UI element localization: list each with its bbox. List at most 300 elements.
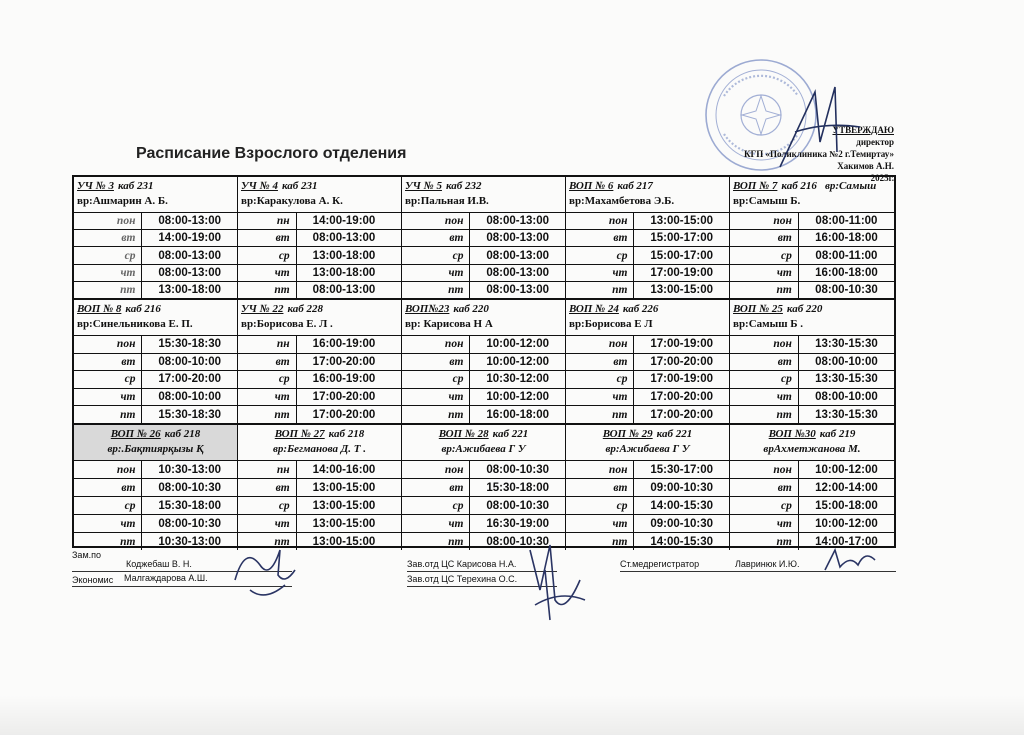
time-cell: 16:00-18:00	[486, 408, 550, 421]
schedule-rows	[566, 336, 729, 423]
block-header	[74, 425, 237, 461]
footer-registrar-name: Лавринюк И.Ю.	[735, 559, 800, 569]
day-cell: чт	[402, 389, 470, 406]
time-cell: 10:00-12:00	[486, 355, 550, 368]
time-cell: 16:00-19:00	[312, 338, 376, 351]
block-header-line1	[569, 427, 726, 442]
schedule-row	[238, 389, 401, 407]
day-cell: пт	[402, 282, 470, 298]
room-number: каб 232	[445, 180, 482, 192]
schedule-block	[238, 177, 402, 300]
footer-deputy-title: Зам.по	[72, 550, 102, 560]
day-cell: вт	[74, 479, 142, 496]
room-number: каб 218	[164, 428, 201, 440]
day-cell: чт	[566, 265, 634, 281]
unit-label: УЧ № 22	[241, 303, 284, 315]
schedule-row	[238, 336, 401, 354]
day-cell: ср	[74, 371, 142, 388]
room-number: каб 217	[617, 180, 653, 192]
time-cell: 10:00-12:00	[486, 338, 550, 351]
approval-heading: УТВЕРЖДАЮ	[832, 125, 894, 135]
time-cell: 13:30-15:30	[815, 373, 878, 386]
unit-label: ВОП № 7	[733, 180, 778, 192]
day-cell: пт	[74, 406, 142, 423]
time-cell: 14:00-19:00	[312, 215, 376, 228]
room-number: каб 228	[287, 303, 323, 315]
schedule-rows	[566, 213, 729, 298]
time-cell: 08:00-13:00	[158, 266, 222, 279]
schedule-row	[566, 247, 729, 264]
doctor-name: вр:Синельникова Е. П.	[77, 318, 193, 330]
day-cell: вт	[402, 479, 470, 496]
block-header-line1	[405, 302, 562, 317]
schedule-row	[74, 479, 237, 497]
doctor-name: вр:Ашмарин А. Б.	[77, 195, 168, 207]
schedule-rows	[74, 461, 237, 550]
schedule-row	[402, 265, 565, 282]
schedule-rows	[402, 336, 565, 423]
block-header	[402, 177, 565, 213]
day-cell: пон	[730, 336, 799, 353]
schedule-row	[730, 371, 894, 389]
schedule-row	[238, 515, 401, 533]
schedule-row	[74, 282, 237, 298]
schedule-row	[402, 497, 565, 515]
time-cell: 08:00-13:00	[486, 215, 550, 228]
schedule-row	[566, 265, 729, 282]
day-cell: вт	[730, 230, 799, 246]
schedule-rows	[74, 213, 237, 298]
day-cell: пт	[730, 282, 799, 298]
schedule-block	[566, 177, 730, 300]
time-cell: 17:00-20:00	[312, 391, 376, 404]
schedule-row	[566, 389, 729, 407]
room-number: каб 221	[656, 428, 693, 440]
unit-label: УЧ № 4	[241, 180, 278, 192]
schedule-row	[402, 406, 565, 423]
block-header-line1	[405, 179, 562, 194]
schedule-row	[238, 497, 401, 515]
day-cell: чт	[566, 515, 634, 532]
time-cell: 08:00-13:00	[158, 215, 222, 228]
schedule-row	[74, 371, 237, 389]
page-shadow	[0, 695, 1024, 735]
schedule-row	[730, 497, 894, 515]
doctor-name: вр:Борисова Е. Л .	[241, 318, 333, 330]
schedule-row	[74, 336, 237, 354]
day-cell: пон	[566, 336, 634, 353]
schedule-row	[730, 265, 894, 282]
day-cell: пон	[74, 336, 142, 353]
day-cell: чт	[238, 515, 297, 532]
day-cell: пон	[566, 461, 634, 478]
time-cell: 10:00-12:00	[486, 391, 550, 404]
time-cell: 13:00-15:00	[312, 517, 376, 530]
block-header	[730, 300, 894, 336]
block-header-line1	[77, 427, 234, 442]
registrar-signature	[820, 545, 880, 575]
block-header	[566, 425, 729, 461]
block-header-line1	[241, 302, 398, 317]
block-header-line1	[77, 302, 234, 317]
schedule-row	[566, 336, 729, 354]
day-cell: пт	[566, 533, 634, 550]
block-header-line1	[733, 427, 891, 442]
day-cell: вт	[74, 354, 142, 371]
schedule-row	[402, 213, 565, 230]
time-cell: 16:00-18:00	[815, 232, 878, 245]
block-header	[74, 177, 237, 213]
day-cell: ср	[238, 497, 297, 514]
room-number: каб 218	[328, 428, 365, 440]
footer-economist-title: Экономис	[72, 575, 114, 585]
time-cell: 08:00-13:00	[486, 266, 550, 279]
schedule-block	[74, 177, 238, 300]
schedule-row	[238, 282, 401, 298]
day-cell: ср	[74, 497, 142, 514]
time-cell: 13:00-18:00	[312, 266, 376, 279]
day-cell: ср	[730, 497, 799, 514]
time-cell: 14:00-16:00	[312, 463, 376, 476]
time-cell: 13:30-15:30	[815, 408, 878, 421]
schedule-row	[730, 461, 894, 479]
day-cell: пт	[74, 282, 142, 298]
day-cell: пон	[402, 336, 470, 353]
block-header	[566, 300, 729, 336]
day-cell: пон	[566, 213, 634, 229]
doctor-name: вр:Бегманова Д. Т .	[273, 443, 366, 455]
schedule-row	[402, 515, 565, 533]
schedule-row	[566, 497, 729, 515]
day-cell: пт	[402, 406, 470, 423]
time-cell: 08:00-13:00	[486, 249, 550, 262]
schedule-block	[402, 177, 566, 300]
schedule-block	[566, 300, 730, 425]
approval-director-name: Хакимов А.Н.	[837, 161, 894, 171]
time-cell: 08:00-13:00	[312, 283, 376, 296]
schedule-row	[566, 230, 729, 247]
schedule-block	[402, 300, 566, 425]
time-cell: 08:00-10:30	[158, 481, 222, 494]
day-cell: чт	[730, 515, 799, 532]
footer-head-cs2: Зав.отд ЦС Терехина О.С.	[407, 574, 518, 584]
schedule-row	[730, 354, 894, 372]
day-cell: вт	[566, 479, 634, 496]
director-signature	[775, 82, 865, 172]
time-cell: 15:30-18:00	[486, 481, 550, 494]
block-header	[74, 300, 237, 336]
time-cell: 15:30-18:30	[158, 338, 222, 351]
time-cell: 16:00-19:00	[312, 373, 376, 386]
time-cell: 08:00-10:00	[158, 355, 222, 368]
block-header-line1	[569, 179, 726, 194]
day-cell: вт	[74, 230, 142, 246]
block-header-line1	[569, 302, 726, 317]
time-cell: 10:00-12:00	[815, 517, 878, 530]
unit-label: ВОП № 8	[77, 303, 122, 315]
schedule-block	[566, 425, 730, 550]
day-cell: пт	[402, 533, 470, 550]
schedule-block	[730, 177, 894, 300]
day-cell: ср	[74, 247, 142, 263]
schedule-row	[74, 265, 237, 282]
schedule-row	[730, 389, 894, 407]
time-cell: 17:00-19:00	[650, 266, 714, 279]
time-cell: 08:00-10:00	[815, 391, 878, 404]
day-cell: ср	[402, 247, 470, 263]
day-cell: пт	[74, 533, 142, 550]
day-cell: чт	[238, 389, 297, 406]
time-cell: 15:00-17:00	[650, 249, 714, 262]
time-cell: 08:00-10:30	[815, 283, 878, 296]
doctor-name: врАхметжанова М.	[763, 443, 861, 455]
time-cell: 13:00-18:00	[312, 249, 376, 262]
time-cell: 15:00-17:00	[650, 232, 714, 245]
time-cell: 14:00-15:30	[650, 499, 714, 512]
block-header	[566, 177, 729, 213]
schedule-row	[566, 371, 729, 389]
schedule-block	[74, 425, 238, 550]
block-header	[402, 300, 565, 336]
time-cell: 14:00-17:00	[815, 535, 878, 548]
schedule-rows	[402, 213, 565, 298]
day-cell: пт	[238, 533, 297, 550]
schedule-rows	[238, 461, 401, 550]
schedule-row	[566, 213, 729, 230]
unit-label: УЧ № 5	[405, 180, 442, 192]
room-number: каб 231	[281, 180, 318, 192]
time-cell: 13:00-15:00	[312, 499, 376, 512]
unit-label: ВОП №30	[768, 428, 816, 440]
day-cell: ср	[566, 371, 634, 388]
schedule-row	[402, 479, 565, 497]
block-header-line1	[733, 302, 891, 317]
time-cell: 08:00-10:30	[486, 499, 550, 512]
schedule-rows	[238, 213, 401, 298]
schedule-rows	[730, 336, 894, 423]
day-cell: пт	[566, 282, 634, 298]
block-header-line1	[77, 179, 234, 194]
schedule-row	[238, 354, 401, 372]
schedule-row	[402, 461, 565, 479]
unit-label: ВОП № 6	[569, 180, 614, 192]
unit-label: УЧ № 3	[77, 180, 114, 192]
schedule-row	[238, 406, 401, 423]
day-cell: вт	[238, 230, 297, 246]
unit-label: ВОП № 29	[602, 428, 653, 440]
schedule-row	[402, 371, 565, 389]
day-cell: ср	[402, 371, 470, 388]
time-cell: 08:00-10:00	[158, 391, 222, 404]
day-cell: ср	[566, 497, 634, 514]
schedule-row	[238, 247, 401, 264]
time-cell: 12:00-14:00	[815, 481, 878, 494]
day-cell: вт	[566, 354, 634, 371]
schedule-block	[238, 300, 402, 425]
time-cell: 13:00-15:00	[312, 481, 376, 494]
day-cell: чт	[566, 389, 634, 406]
schedule-row	[730, 406, 894, 423]
time-cell: 14:00-15:30	[650, 535, 714, 548]
schedule-row	[402, 354, 565, 372]
time-cell: 17:00-20:00	[650, 408, 714, 421]
day-cell: чт	[402, 515, 470, 532]
room-number: каб 220	[453, 303, 489, 315]
schedule-row	[402, 282, 565, 298]
schedule-row	[566, 533, 729, 550]
time-cell: 17:00-19:00	[650, 373, 714, 386]
schedule-row	[730, 230, 894, 247]
schedule-row	[74, 213, 237, 230]
schedule-row	[74, 354, 237, 372]
time-cell: 10:30-12:00	[486, 373, 550, 386]
day-cell: вт	[238, 354, 297, 371]
schedule-block	[402, 425, 566, 550]
block-header-line1	[405, 427, 562, 442]
page-title: Расписание Взрослого отделения	[136, 145, 407, 162]
day-cell: чт	[402, 265, 470, 281]
day-cell: пт	[730, 406, 799, 423]
time-cell: 08:00-11:00	[815, 249, 878, 262]
day-cell: пон	[730, 213, 799, 229]
time-cell: 13:30-15:30	[815, 338, 878, 351]
time-cell: 15:30-18:30	[158, 408, 222, 421]
doctor-name: вр:Борисова Е Л	[569, 318, 653, 330]
time-cell: 15:30-18:00	[158, 499, 222, 512]
time-cell: 08:00-10:30	[486, 535, 550, 548]
day-cell: чт	[74, 515, 142, 532]
schedule-rows	[730, 461, 894, 550]
deputy-signature	[230, 540, 300, 602]
time-cell: 13:00-15:00	[312, 535, 376, 548]
time-cell: 13:00-15:00	[650, 283, 714, 296]
day-cell: пон	[74, 213, 142, 229]
day-cell: чт	[74, 389, 142, 406]
block-header	[402, 425, 565, 461]
time-cell: 16:00-18:00	[815, 266, 878, 279]
time-cell: 10:30-13:00	[158, 535, 222, 548]
schedule-rows	[238, 336, 401, 423]
time-cell: 08:00-10:00	[815, 355, 878, 368]
time-cell: 08:00-10:30	[486, 463, 550, 476]
time-cell: 17:00-19:00	[650, 338, 714, 351]
schedule-row	[74, 497, 237, 515]
room-number: каб 220	[786, 303, 823, 315]
schedule-row	[74, 230, 237, 247]
time-cell: 17:00-20:00	[312, 408, 376, 421]
time-cell: 17:00-20:00	[650, 391, 714, 404]
schedule-row	[238, 371, 401, 389]
schedule-rows	[402, 461, 565, 550]
day-cell: пн	[238, 336, 297, 353]
unit-label: ВОП № 28	[438, 428, 489, 440]
unit-label: ВОП № 27	[274, 428, 325, 440]
day-cell: чт	[730, 389, 799, 406]
schedule-row	[74, 461, 237, 479]
room-number: каб 226	[622, 303, 659, 315]
schedule-row	[402, 336, 565, 354]
day-cell: ср	[730, 371, 799, 388]
day-cell: ср	[730, 247, 799, 263]
day-cell: пн	[238, 213, 297, 229]
time-cell: 15:30-17:00	[650, 463, 714, 476]
schedule-row	[402, 247, 565, 264]
day-cell: пт	[730, 533, 799, 550]
schedule-row	[566, 282, 729, 298]
schedule-rows	[566, 461, 729, 550]
schedule-row	[730, 336, 894, 354]
schedule-row	[74, 247, 237, 264]
time-cell: 13:00-18:00	[158, 283, 222, 296]
schedule-row	[730, 479, 894, 497]
schedule-row	[566, 461, 729, 479]
day-cell: пт	[238, 406, 297, 423]
block-header-line1	[241, 427, 398, 442]
room-number: каб 216	[125, 303, 161, 315]
block-header	[238, 177, 401, 213]
block-header-line1	[241, 179, 398, 194]
day-cell: вт	[402, 354, 470, 371]
doctor-name: вр:Самыш Б.	[733, 195, 801, 207]
schedule-rows	[730, 213, 894, 298]
schedule-row	[238, 230, 401, 247]
time-cell: 14:00-19:00	[158, 232, 222, 245]
time-cell: 17:00-20:00	[312, 355, 376, 368]
unit-label: ВОП № 25	[733, 303, 783, 315]
day-cell: вт	[566, 230, 634, 246]
footer-head-cs1: Зав.отд ЦС Карисова Н.А.	[407, 559, 517, 569]
doctor-name: вр: Карисова Н А	[405, 318, 493, 330]
day-cell: ср	[566, 247, 634, 263]
schedule-row	[566, 354, 729, 372]
day-cell: ср	[238, 371, 297, 388]
day-cell: пон	[74, 461, 142, 478]
time-cell: 09:00-10:30	[650, 517, 714, 530]
approval-position: директор	[856, 137, 894, 147]
day-cell: вт	[730, 479, 799, 496]
schedule-row	[566, 406, 729, 423]
unit-label: ВОП № 26	[110, 428, 161, 440]
time-cell: 08:00-13:00	[486, 232, 550, 245]
schedule-row	[74, 533, 237, 550]
time-cell: 08:00-10:30	[158, 517, 222, 530]
room-number: каб 216	[781, 180, 817, 192]
approval-date: 2025г.	[870, 173, 894, 183]
schedule-block	[730, 300, 894, 425]
day-cell: ср	[238, 247, 297, 263]
day-cell: чт	[730, 265, 799, 281]
footer-economist-name: Малгаждарова А.Ш.	[124, 573, 208, 583]
schedule-row	[402, 389, 565, 407]
doctor-name: вр:Махамбетова Э.Б.	[569, 195, 675, 207]
day-cell: чт	[238, 265, 297, 281]
schedule-row	[238, 213, 401, 230]
schedule-row	[730, 247, 894, 264]
time-cell: 08:00-13:00	[486, 283, 550, 296]
day-cell: вт	[402, 230, 470, 246]
schedule-block	[730, 425, 894, 550]
schedule-row	[238, 265, 401, 282]
time-cell: 08:00-13:00	[312, 232, 376, 245]
schedule-grid	[72, 175, 896, 548]
schedule-row	[238, 479, 401, 497]
room-number: каб 231	[117, 180, 154, 192]
schedule-row	[730, 515, 894, 533]
doctor-name: вр:Каракулова А. К.	[241, 195, 343, 207]
schedule-row	[74, 389, 237, 407]
schedule-row	[402, 230, 565, 247]
doctor-name: вр:Пальная И.В.	[405, 195, 489, 207]
